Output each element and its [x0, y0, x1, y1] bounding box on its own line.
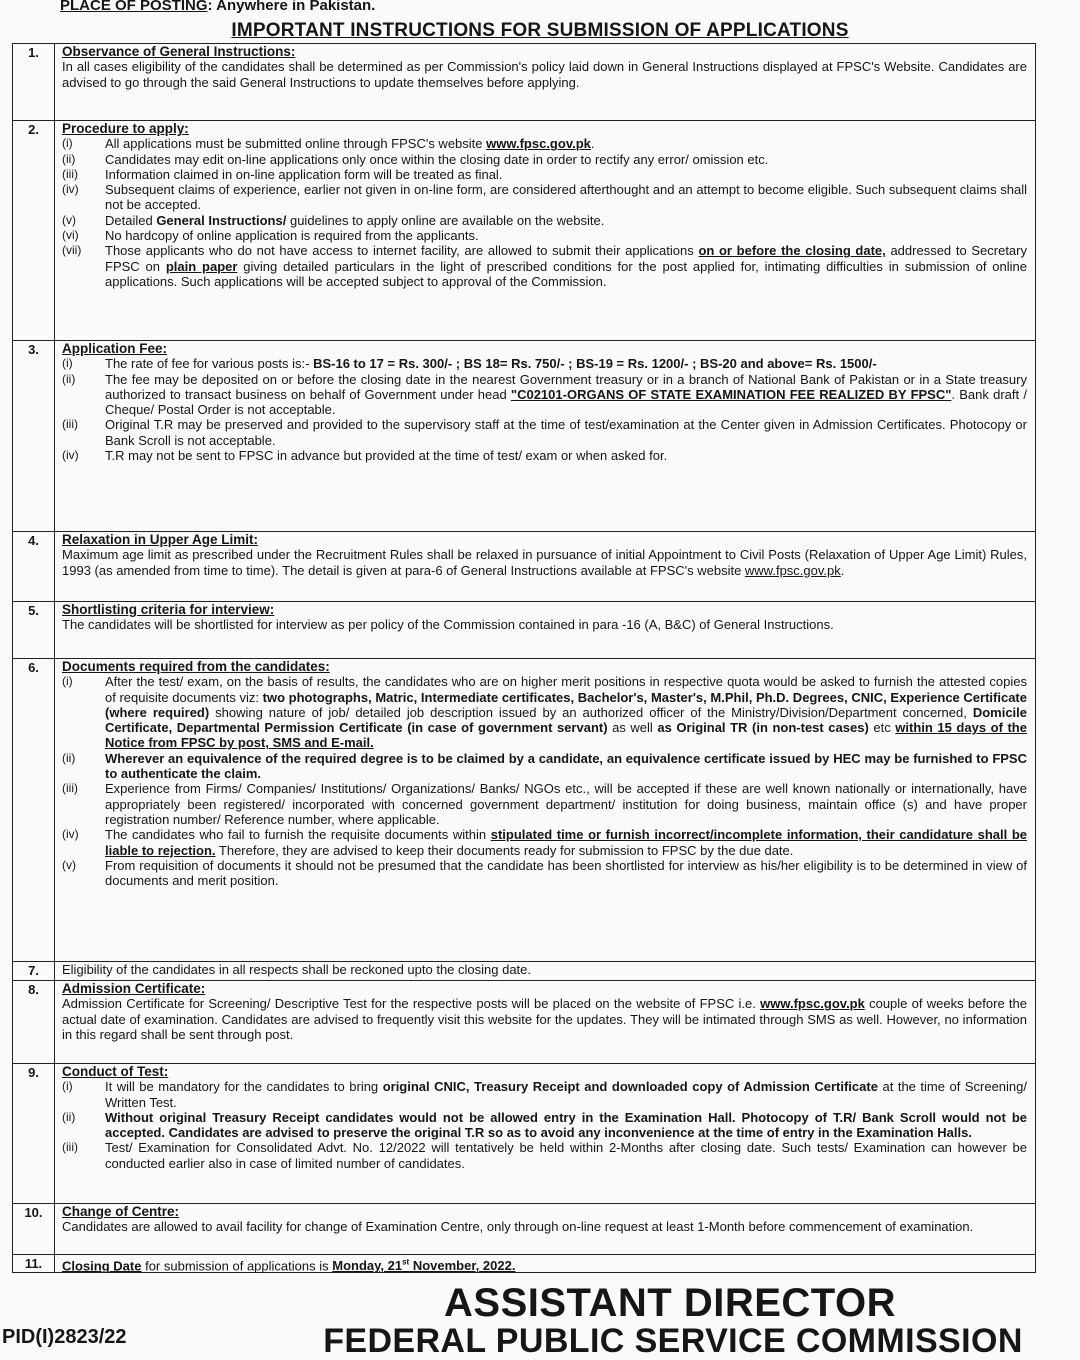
section-heading: Conduct of Test:: [62, 1064, 169, 1079]
place-of-posting-value: : Anywhere in Pakistan.: [207, 0, 376, 14]
section-6: [13, 658, 1035, 964]
section-heading: Application Fee:: [62, 341, 168, 356]
instructions-table: [12, 43, 1036, 1273]
list-item: (vii) Those applicants who do not have access to internet facility, are allowed to submit their applications on or before the closing date, addressed to Secretary FPSC on plain paper giving detailed particulars in the light of prescribed conditions for the post applied for, intimating difficulties in submission of online applications. Such applications will be accepted subject to approval of the Commission.: [62, 243, 1027, 289]
list-item: (vi) No hardcopy of online application is required from the applicants.: [62, 228, 479, 244]
fpsc-website-link[interactable]: www.fpsc.gov.pk: [486, 136, 591, 152]
section-number: 6.: [13, 659, 55, 964]
section-body: [62, 659, 1027, 888]
section-heading: Relaxation in Upper Age Limit:: [62, 532, 259, 547]
section-number: 9.: [13, 1064, 55, 1205]
section-body: [62, 1064, 1027, 1171]
pid-number: PID(I)2823/22: [2, 1326, 127, 1348]
section-text: The candidates will be shortlisted for interview as per policy of the Commission contained in para -16 (A, B&C) of General Instructions.: [62, 617, 834, 633]
section-body: [62, 962, 1027, 977]
list-item: (v) Detailed General Instructions/ guidelines to apply online are available on the website.: [62, 212, 605, 228]
section-number: 10.: [13, 1204, 55, 1256]
signatory-organization: FEDERAL PUBLIC SERVICE COMMISSION: [323, 1322, 1023, 1360]
section-number: 2.: [13, 121, 55, 342]
section-heading: Change of Centre:: [62, 1204, 180, 1219]
section-number: 3.: [13, 341, 55, 533]
section-5: [13, 601, 1035, 660]
list-item: (iii) Original T.R may be preserved and provided to the supervisory staff at the time of test/examination at the Center given in Admission Certificates. Photocopy or Bank Scroll is not acceptable.: [62, 417, 1027, 448]
signatory-designation: ASSISTANT DIRECTOR: [444, 1281, 896, 1325]
list-item: (iii) Experience from Firms/ Companies/ Institutions/ Organizations/ Banks/ NGOs etc., will be accepted if these are well known nationally or internationally, have appropriately been registered/ incorporated with concerned government department/ institution for doing business, maintain office (s) and have proper registration number/ Reference number, where applicable.: [62, 781, 1027, 827]
fpsc-website-link[interactable]: www.fpsc.gov.pk: [760, 996, 865, 1012]
list-item: (i) The rate of fee for various posts is:- BS-16 to 17 = Rs. 300/- ; BS 18= Rs. 750/- ; BS-19 = Rs. 1200/- ; BS-20 and above= Rs. 1500/-: [62, 356, 877, 372]
section-text: Candidates are allowed to avail facility for change of Examination Centre, only through on-line request at least 1-Month before commencement of examination.: [62, 1219, 974, 1235]
section-number: 4.: [13, 532, 55, 604]
fpsc-website-link[interactable]: www.fpsc.gov.pk: [744, 562, 841, 578]
section-body: [62, 602, 1027, 633]
section-text: Eligibility of the candidates in all respects shall be reckoned upto the closing date.: [62, 962, 532, 977]
section-1: [13, 44, 1035, 127]
list-item: (iv) Subsequent claims of experience, earlier not given in on-line form, are considered afterthought and an attempt to become eligible. Such subsequent claims shall not be accepted.: [62, 182, 1027, 213]
section-body: [62, 1204, 1027, 1235]
section-2: [13, 120, 1035, 342]
section-heading: Documents required from the candidates:: [62, 659, 330, 674]
section-8: [13, 980, 1035, 1065]
place-of-posting-label: PLACE OF POSTING: [60, 0, 208, 14]
section-3: [13, 340, 1035, 533]
list-item: (i) All applications must be submitted online through FPSC's website www.fpsc.gov.pk.: [62, 136, 595, 152]
closing-date-label: Closing Date: [62, 1258, 142, 1274]
section-number: 11.: [13, 1255, 55, 1272]
list-item: (ii) The fee may be deposited on or before the closing date in the nearest Government treasury or in a branch of National Bank of Pakistan or in a State treasury authorized to transact business on behalf of Government under head "C02101-ORGANS OF STATE EXAMINATION FEE REALIZED BY FPSC". Bank draft / Cheque/ Postal Order is not acceptable.: [62, 371, 1027, 418]
list-item: (iv) The candidates who fail to furnish the requisite documents within stipulated time or furnish incorrect/incomplete information, their candidature shall be liable to rejection. Therefore, they are advised to keep their documents ready for submission to FPSC by the due date.: [62, 827, 1028, 858]
list-item: (ii) Candidates may edit on-line applications only once within the closing date in order to rectify any error/ omission etc.: [62, 151, 769, 167]
list-item: (i) After the test/ exam, on the basis of results, the candidates who are on higher merit positions in respective quota would be asked to furnish the attested copies of requisite documents viz: two photographs, Matric, Intermediate certificates, Bachelor's, Master's, M.Phil, Ph.D. Degrees, CNIC, Experience Certificate (where required) showing nature of job/ detailed job description issued by an authorized officer of the Ministry/Division/Department concerned, Domicile Certificate, Departmental Permission Certificate (in case of government servant) as well as Original TR (in non-test cases) etc within 15 days of the Notice from FPSC by post, SMS and E-mail.: [62, 674, 1027, 751]
section-7: [13, 961, 1035, 981]
section-number: 5.: [13, 602, 55, 660]
section-body: Relaxation in Upper Age Limit: Maximum age limit as prescribed under the Recruitment Rules shall be relaxed in pursuance of initial Appointment to Civil Posts (Relaxation of Upper Age Limit) Rules, 1993 (as amended from time to time). The detail is given at para-6 of General Instructions available at FPSC's website www.fpsc.gov.pk.: [62, 532, 1027, 578]
section-4: [13, 531, 1035, 604]
closing-date-value: Monday, 21st November, 2022.: [332, 1258, 516, 1274]
section-text: In all cases eligibility of the candidates shall be determined as per Commission's policy laid down in General Instructions displayed at FPSC's Website. Candidates are advised to go through the said General Instructions to update themselves before applying.: [62, 59, 1027, 90]
list-item: (iii) Test/ Examination for Consolidated Advt. No. 12/2022 will tentatively be held within 2-Months after closing date. Such tests/ Examination can however be conducted earlier also in case of limited number of candidates.: [62, 1140, 1027, 1171]
list-item: (iii) Information claimed in on-line application form will be treated as final.: [62, 166, 503, 182]
section-body: Admission Certificate: Admission Certificate for Screening/ Descriptive Test for the respective posts will be placed on the website of FPSC i.e. www.fpsc.gov.pk couple of weeks before the actual date of examination. Candidates are advised to frequently visit this website for the updates. They will be intimated through SMS as well. However, no information in this regard shall be sent through post.: [62, 981, 1027, 1042]
section-body: [62, 121, 1027, 289]
section-body: [62, 341, 1027, 463]
place-of-posting-line: [0, 0, 1080, 18]
section-heading: Shortlisting criteria for interview:: [62, 602, 275, 617]
document-title: IMPORTANT INSTRUCTIONS FOR SUBMISSION OF APPLICATIONS: [231, 20, 849, 41]
section-heading: Procedure to apply:: [62, 121, 189, 136]
list-item: (v) From requisition of documents it should not be presumed that the candidate has been shortlisted for interview as his/her eligibility is to be determined in view of documents and merit position.: [62, 857, 1027, 889]
list-item: (ii) Without original Treasury Receipt candidates would not be allowed entry in the Examination Hall. Photocopy of T.R/ Bank Scroll would not be accepted. Candidates are advised to preserve the original T.R so as to avoid any inconvenience at the time of entry in the Examination Halls.: [62, 1109, 1027, 1141]
list-item: (i) It will be mandatory for the candidates to bring original CNIC, Treasury Receipt and downloaded copy of Admission Certificate at the time of Screening/ Written Test.: [62, 1079, 1028, 1110]
section-body: [62, 44, 1027, 90]
list-item: (ii) Wherever an equivalence of the required degree is to be claimed by a candidate, an equivalence certificate issued by HEC may be furnished to FPSC to authenticate the claim.: [62, 750, 1027, 782]
section-heading: Observance of General Instructions:: [62, 44, 296, 59]
section-10: [13, 1203, 1035, 1256]
section-number: 8.: [13, 981, 55, 1065]
section-body: Closing Date for submission of applications is Monday, 21st November, 2022.: [62, 1258, 516, 1274]
section-heading: Admission Certificate:: [62, 981, 206, 996]
section-9: [13, 1063, 1035, 1205]
section-number: 7.: [13, 962, 55, 981]
list-item: (iv) T.R may not be sent to FPSC in advance but provided at the time of test/ exam or when asked for.: [62, 448, 668, 464]
section-11: [13, 1254, 1035, 1272]
section-number: 1.: [13, 44, 55, 127]
